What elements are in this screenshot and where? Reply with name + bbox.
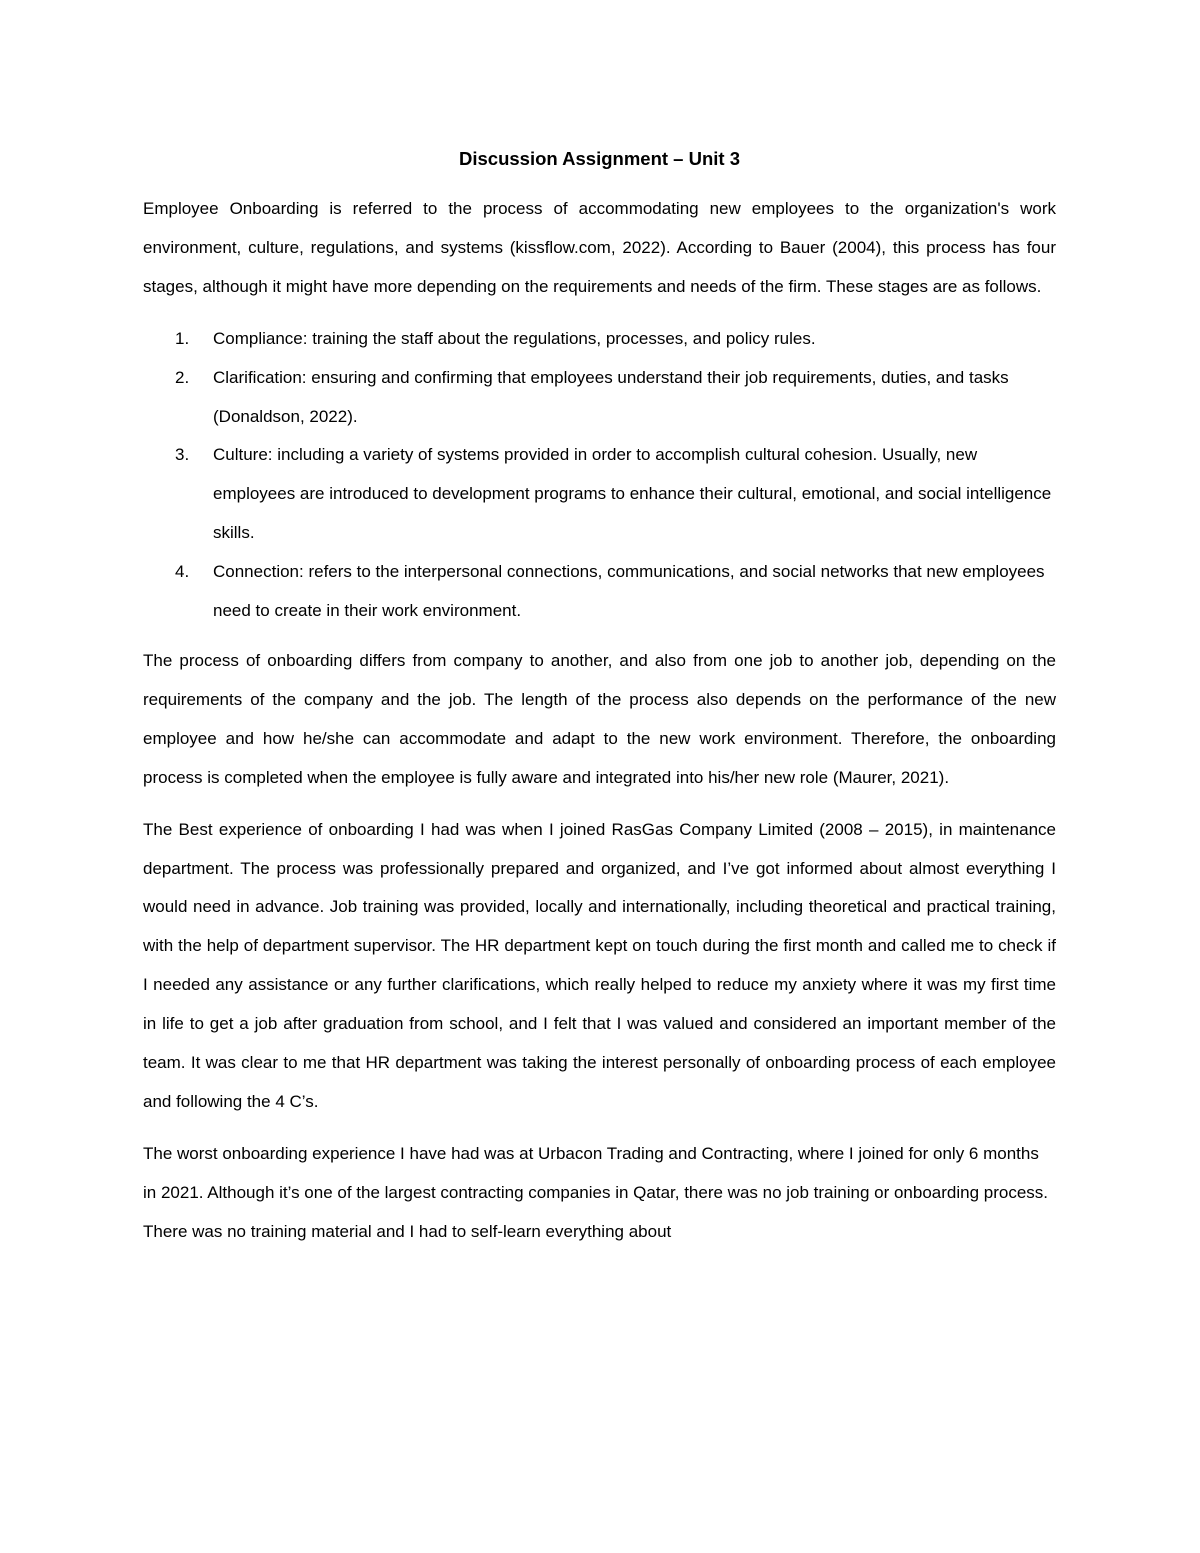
intro-paragraph: Employee Onboarding is referred to the process of accommodating new employees to the organization's work environment, culture, regulations, and systems (kissflow.com, 2022). According to Bauer (2004), this process has four stages, although it might have more depending on the requirements and needs of the firm. These stages are as follows.	[143, 199, 1056, 296]
list-item-number: 3.	[175, 445, 190, 465]
list-item-number: 1.	[175, 328, 190, 348]
list-item	[143, 436, 1056, 553]
list-item-text: Culture: including a variety of systems provided in order to accomplish cultural cohesion. Usually, new employees are introduced to development programs to enhance their cultural, emotional, and social intelligence skills.	[213, 445, 1052, 543]
document-body	[143, 140, 1056, 1265]
list-item-number: 4.	[175, 562, 190, 582]
stages-list	[143, 320, 1056, 631]
worst-experience-paragraph: The worst onboarding experience I have had was at Urbacon Trading and Contracting, where I joined for only 6 months in 2021. Although it’s one of the largest contracting companies in Qatar, there was no job training or onboarding process. There was no training material and I had to self-learn everything about	[143, 1143, 1049, 1241]
document-title: Discussion Assignment – Unit 3	[459, 148, 740, 169]
list-item-text: Clarification: ensuring and confirming that employees understand their job requirements, duties, and tasks (Donaldson, 2022).	[213, 367, 1009, 426]
list-item-number: 2.	[175, 367, 190, 387]
process-paragraph: The process of onboarding differs from company to another, and also from one job to another job, depending on the requirements of the company and the job. The length of the process also depends on the performance of the new employee and how he/she can accommodate and adapt to the new work environment. Therefore, the onboarding process is completed when the employee is fully aware and integrated into his/her new role (Maurer, 2021).	[143, 650, 1056, 787]
list-item	[143, 320, 1056, 359]
list-item	[143, 359, 1056, 437]
list-item-text: Connection: refers to the interpersonal connections, communications, and social networks that new employees need to create in their work environment.	[213, 562, 1045, 621]
best-experience-paragraph: The Best experience of onboarding I had was when I joined RasGas Company Limited (2008 – 2015), in maintenance department. The process was professionally prepared and organized, and I’ve got informed about almost everything I would need in advance. Job training was provided, locally and internationally, including theoretical and practical training, with the help of department supervisor. The HR department kept on touch during the first month and called me to check if I needed any assistance or any further clarifications, which really helped to reduce my anxiety where it was my first time in life to get a job after graduation from school, and I felt that I was valued and considered an important member of the team. It was clear to me that HR department was taking the interest personally of onboarding process of each employee and following the 4 C’s.	[143, 819, 1056, 1111]
list-item-text: Compliance: training the staff about the regulations, processes, and policy rules.	[213, 328, 816, 348]
list-item	[143, 553, 1056, 631]
